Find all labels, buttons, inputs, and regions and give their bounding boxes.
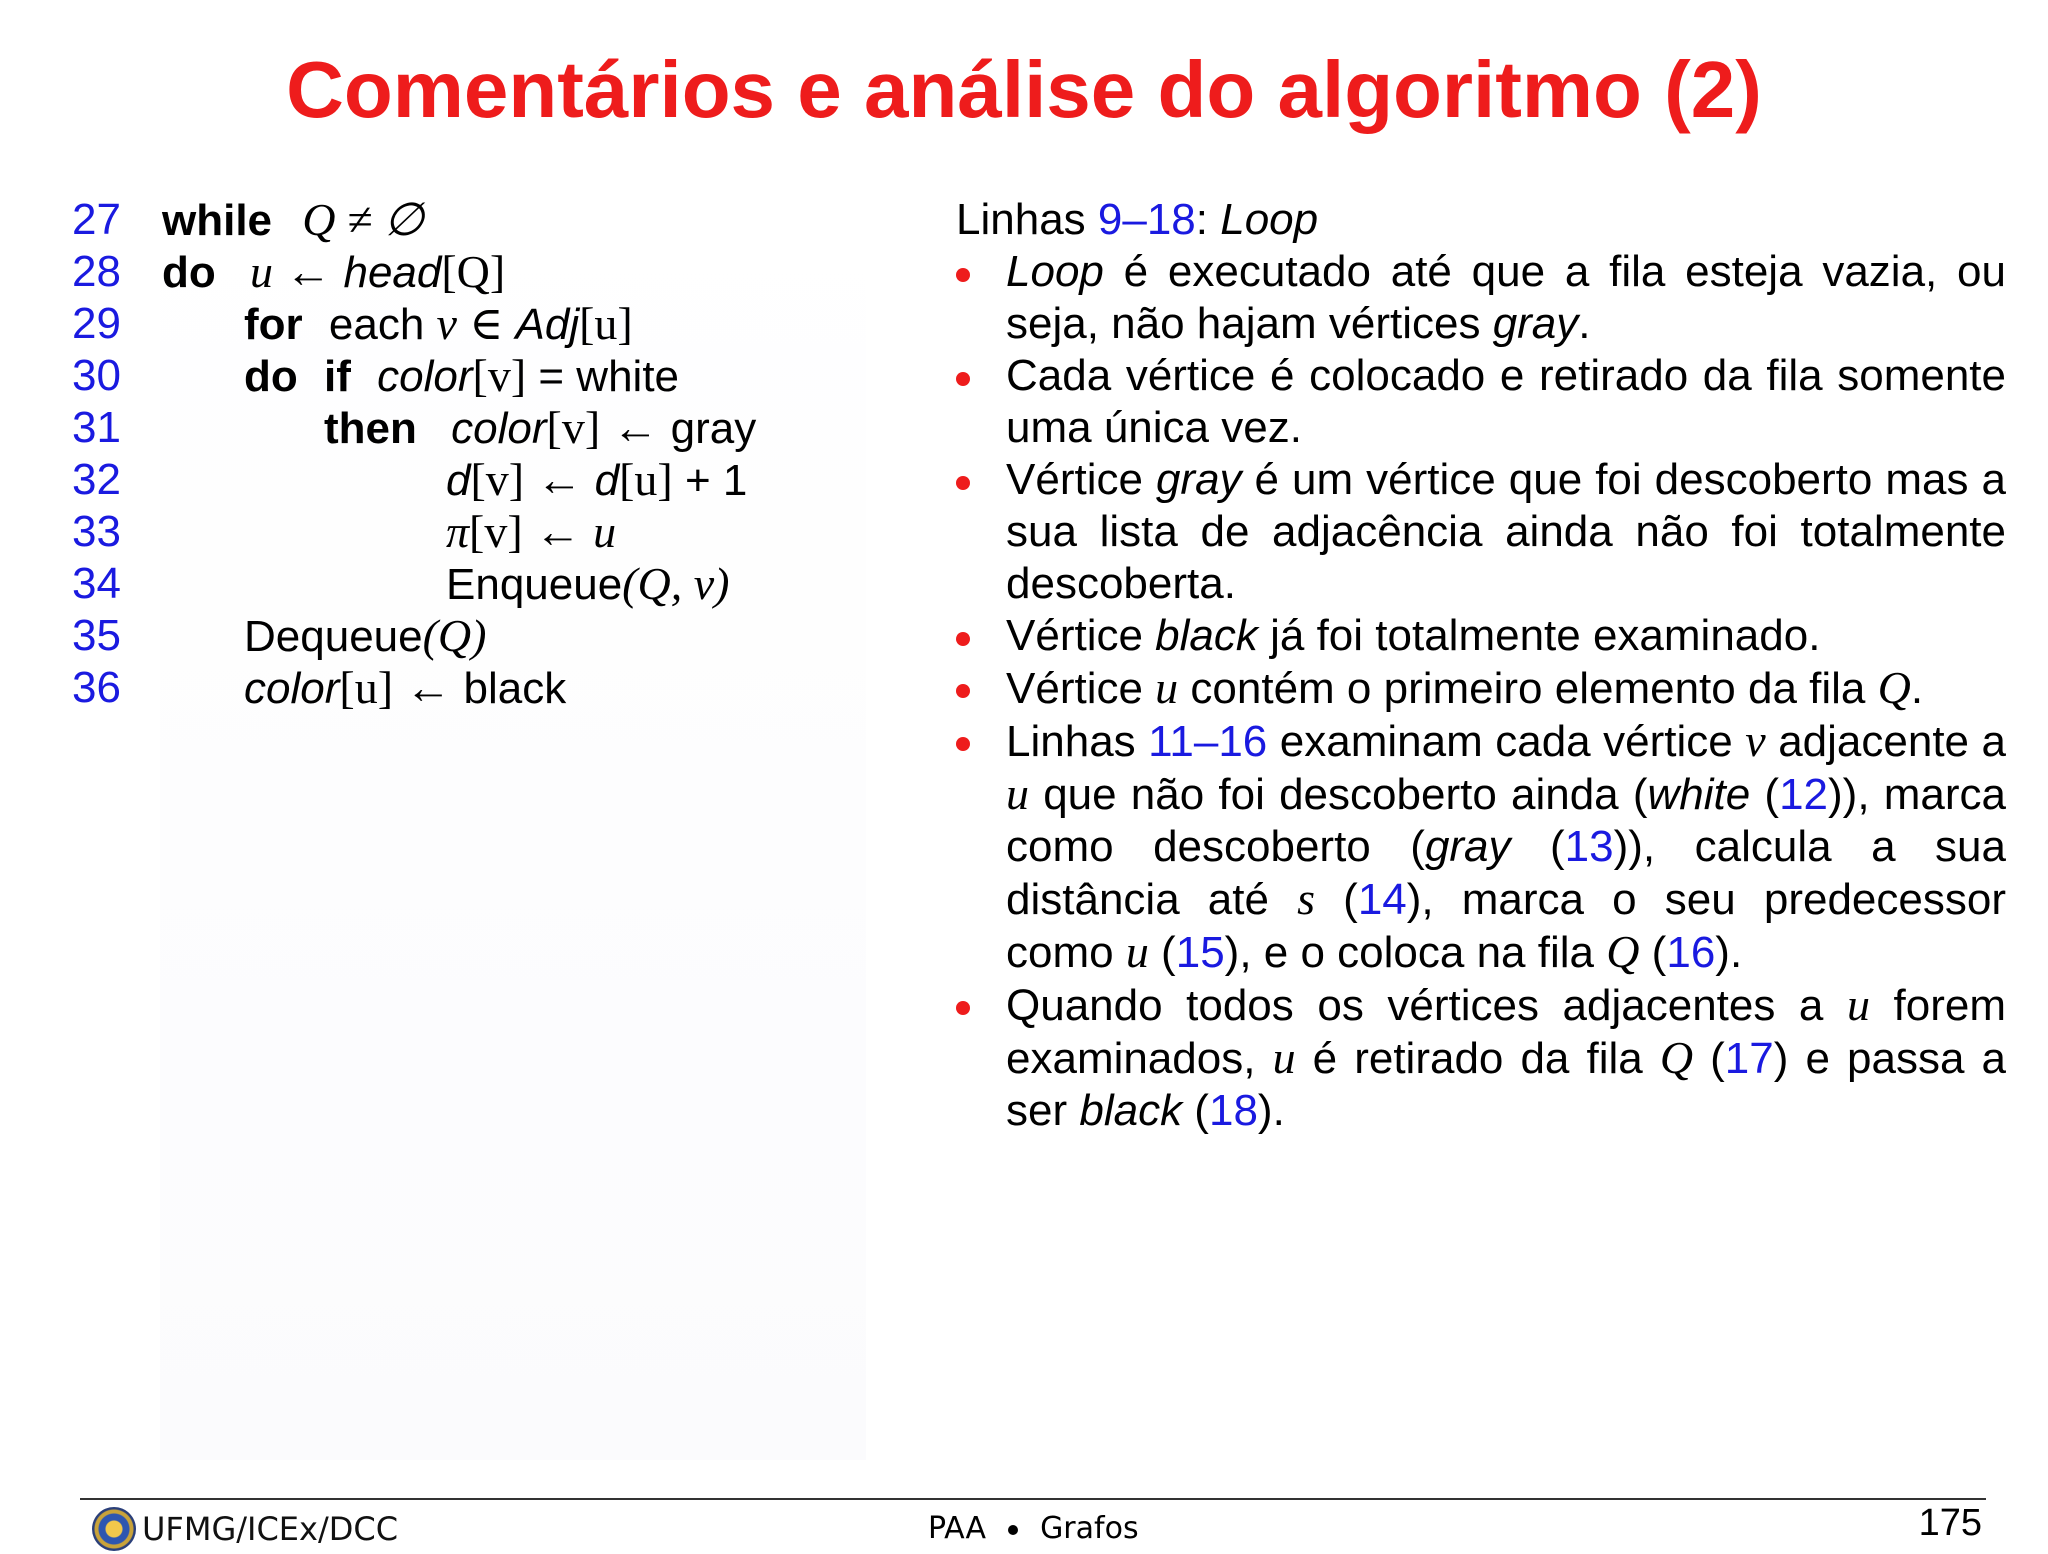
bullet-dot — [956, 1001, 970, 1015]
bullet-dot — [956, 684, 970, 698]
bullet-dot — [956, 372, 970, 386]
line-number: 30 — [72, 351, 121, 400]
keyword: do — [162, 248, 216, 297]
code-line-32: 32 d[v] ← d[u] + 1 — [72, 454, 748, 505]
bullet-dot — [956, 268, 970, 282]
footer-divider — [80, 1498, 1986, 1500]
line-reference: 11–16 — [1148, 717, 1268, 766]
bullet-item: Linhas 11–16 examinam cada vértice v adjacente a u que não foi descoberto ainda (white (12)), marca como descoberto (gray (13)), calcula a sua distância até s (14), marca o seu predecessor como u (15), e o coloca na fila Q (16). — [956, 715, 2006, 979]
line-reference: 15 — [1175, 928, 1225, 977]
code-line-33: 33 π[v] ← u — [72, 506, 617, 557]
code-line-36: 36 color[u] ← black — [72, 662, 567, 713]
line-reference: 18 — [1208, 1086, 1258, 1135]
line-reference: 13 — [1564, 822, 1614, 871]
line-reference: 16 — [1666, 928, 1716, 977]
bullet-item: Loop é executado até que a fila esteja vazia, ou seja, não hajam vértices gray. — [956, 246, 2006, 350]
line-number: 33 — [72, 507, 121, 556]
keyword: do — [244, 352, 298, 401]
bullet-dot — [956, 632, 970, 646]
math-expression: Q ≠ ∅ — [302, 194, 424, 245]
code-line-27 — [0, 194, 900, 246]
code-line-34: 34 Enqueue(Q, v) — [72, 558, 730, 609]
code-line-35: 35 Dequeue(Q) — [72, 610, 487, 661]
line-number: 31 — [72, 403, 121, 452]
line-number: 35 — [72, 611, 121, 660]
commentary — [956, 194, 2006, 1137]
code-line-30: 30 do if color[v] = white — [72, 350, 680, 401]
slide-title: Comentários e análise do algoritmo (2) — [286, 45, 1762, 134]
line-number: 36 — [72, 663, 121, 712]
footer-institution: UFMG/ICEx/DCC — [92, 1504, 398, 1554]
bullet-list — [956, 246, 2006, 1137]
line-number: 34 — [72, 559, 121, 608]
line-number: 32 — [72, 455, 121, 504]
line-reference: 12 — [1779, 770, 1829, 819]
footer-course: PAA Grafos — [928, 1511, 1139, 1546]
keyword: for — [244, 300, 303, 349]
university-seal-icon — [92, 1507, 136, 1551]
commentary-heading: Linhas 9–18: Loop — [956, 195, 1319, 244]
code-line-31: 31 then color[v] ← gray — [72, 402, 757, 453]
bullet-dot — [956, 737, 970, 751]
bullet-item: Vértice u contém o primeiro elemento da fila Q. — [956, 662, 2006, 715]
bullet-item: Quando todos os vértices adjacentes a u forem examinados, u é retirado da fila Q (17) e passa a ser black (18). — [956, 979, 2006, 1137]
keyword: if — [324, 352, 351, 401]
line-number: 27 — [72, 195, 121, 244]
bullet-separator-icon — [1008, 1525, 1018, 1535]
keyword: then — [324, 404, 417, 453]
bullet-item: Cada vértice é colocado e retirado da fila somente uma única vez. — [956, 350, 2006, 454]
line-number: 29 — [72, 299, 121, 348]
line-number: 28 — [72, 247, 121, 296]
line-reference: 17 — [1724, 1034, 1774, 1083]
bullet-item: Vértice black já foi totalmente examinado. — [956, 610, 2006, 662]
line-reference: 9–18 — [1097, 195, 1196, 244]
code-line-28: 28 do u ← head[Q] — [72, 246, 506, 297]
page-number: 175 — [1918, 1502, 1982, 1544]
code-line-29: 29 for each v ∈ Adj[u] — [72, 298, 633, 349]
keyword: while — [162, 196, 273, 245]
line-reference: 14 — [1357, 875, 1407, 924]
bullet-dot — [956, 476, 970, 490]
bullet-item: Vértice gray é um vértice que foi descoberto mas a sua lista de adjacência ainda não foi totalmente descoberta. — [956, 454, 2006, 610]
